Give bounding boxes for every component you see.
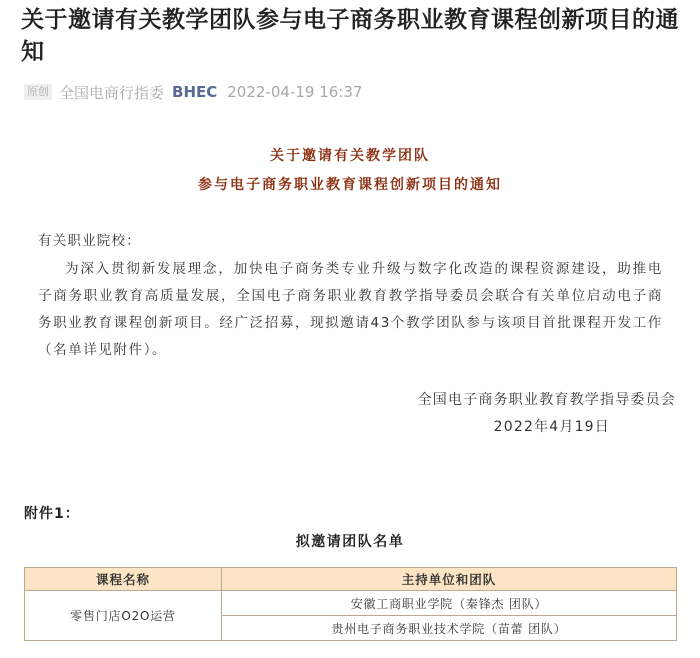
header-host-team: 主持单位和团队 xyxy=(222,568,677,591)
header-course-name: 课程名称 xyxy=(25,568,222,591)
notice-paragraph: 为深入贯彻新发展理念，加快电子商务类专业升级与数字化改造的课程资源建设，助推电子商务职业教育高质量发展，全国电子商务职业教育教学指导委员会联合有关单位启动电子商务职业教育课程创新项目。经广泛招募，现拟邀请43个教学团队参与该项目首批课程开发工作（名单详见附件）。 xyxy=(38,261,663,358)
account-name-link[interactable]: 全国电商行指委 xyxy=(59,83,165,102)
table-row xyxy=(25,591,677,616)
notice-heading-line2: 参与电子商务职业教育课程创新项目的通知 xyxy=(198,177,502,193)
attachment-label: 附件1： xyxy=(24,506,80,522)
course-name-cell: 零售门店O2O运营 xyxy=(25,591,222,641)
team-list-title: 拟邀请团队名单 xyxy=(295,534,405,550)
team-cell: 安徽工商职业学院（秦锋杰 团队） xyxy=(222,591,677,616)
signature-org: 全国电子商务职业教育教学指导委员会 xyxy=(417,392,676,408)
team-cell: 贵州电子商务职业技术学院（苗蕾 团队） xyxy=(222,616,677,641)
salutation: 有关职业院校： xyxy=(38,233,141,249)
signature-date: 2022年4月19日 xyxy=(493,419,610,435)
team-table xyxy=(24,567,677,641)
publish-datetime: 2022-04-19 16:37 xyxy=(227,83,363,101)
notice-heading-line1: 关于邀请有关教学团队 xyxy=(270,148,430,164)
original-badge: 原创 xyxy=(24,84,52,100)
table-header-row xyxy=(25,568,677,591)
article-meta xyxy=(24,82,362,102)
article-title: 关于邀请有关教学团队参与电子商务职业教育课程创新项目的通知 xyxy=(21,7,679,65)
brand-link[interactable]: BHEC xyxy=(172,83,218,101)
